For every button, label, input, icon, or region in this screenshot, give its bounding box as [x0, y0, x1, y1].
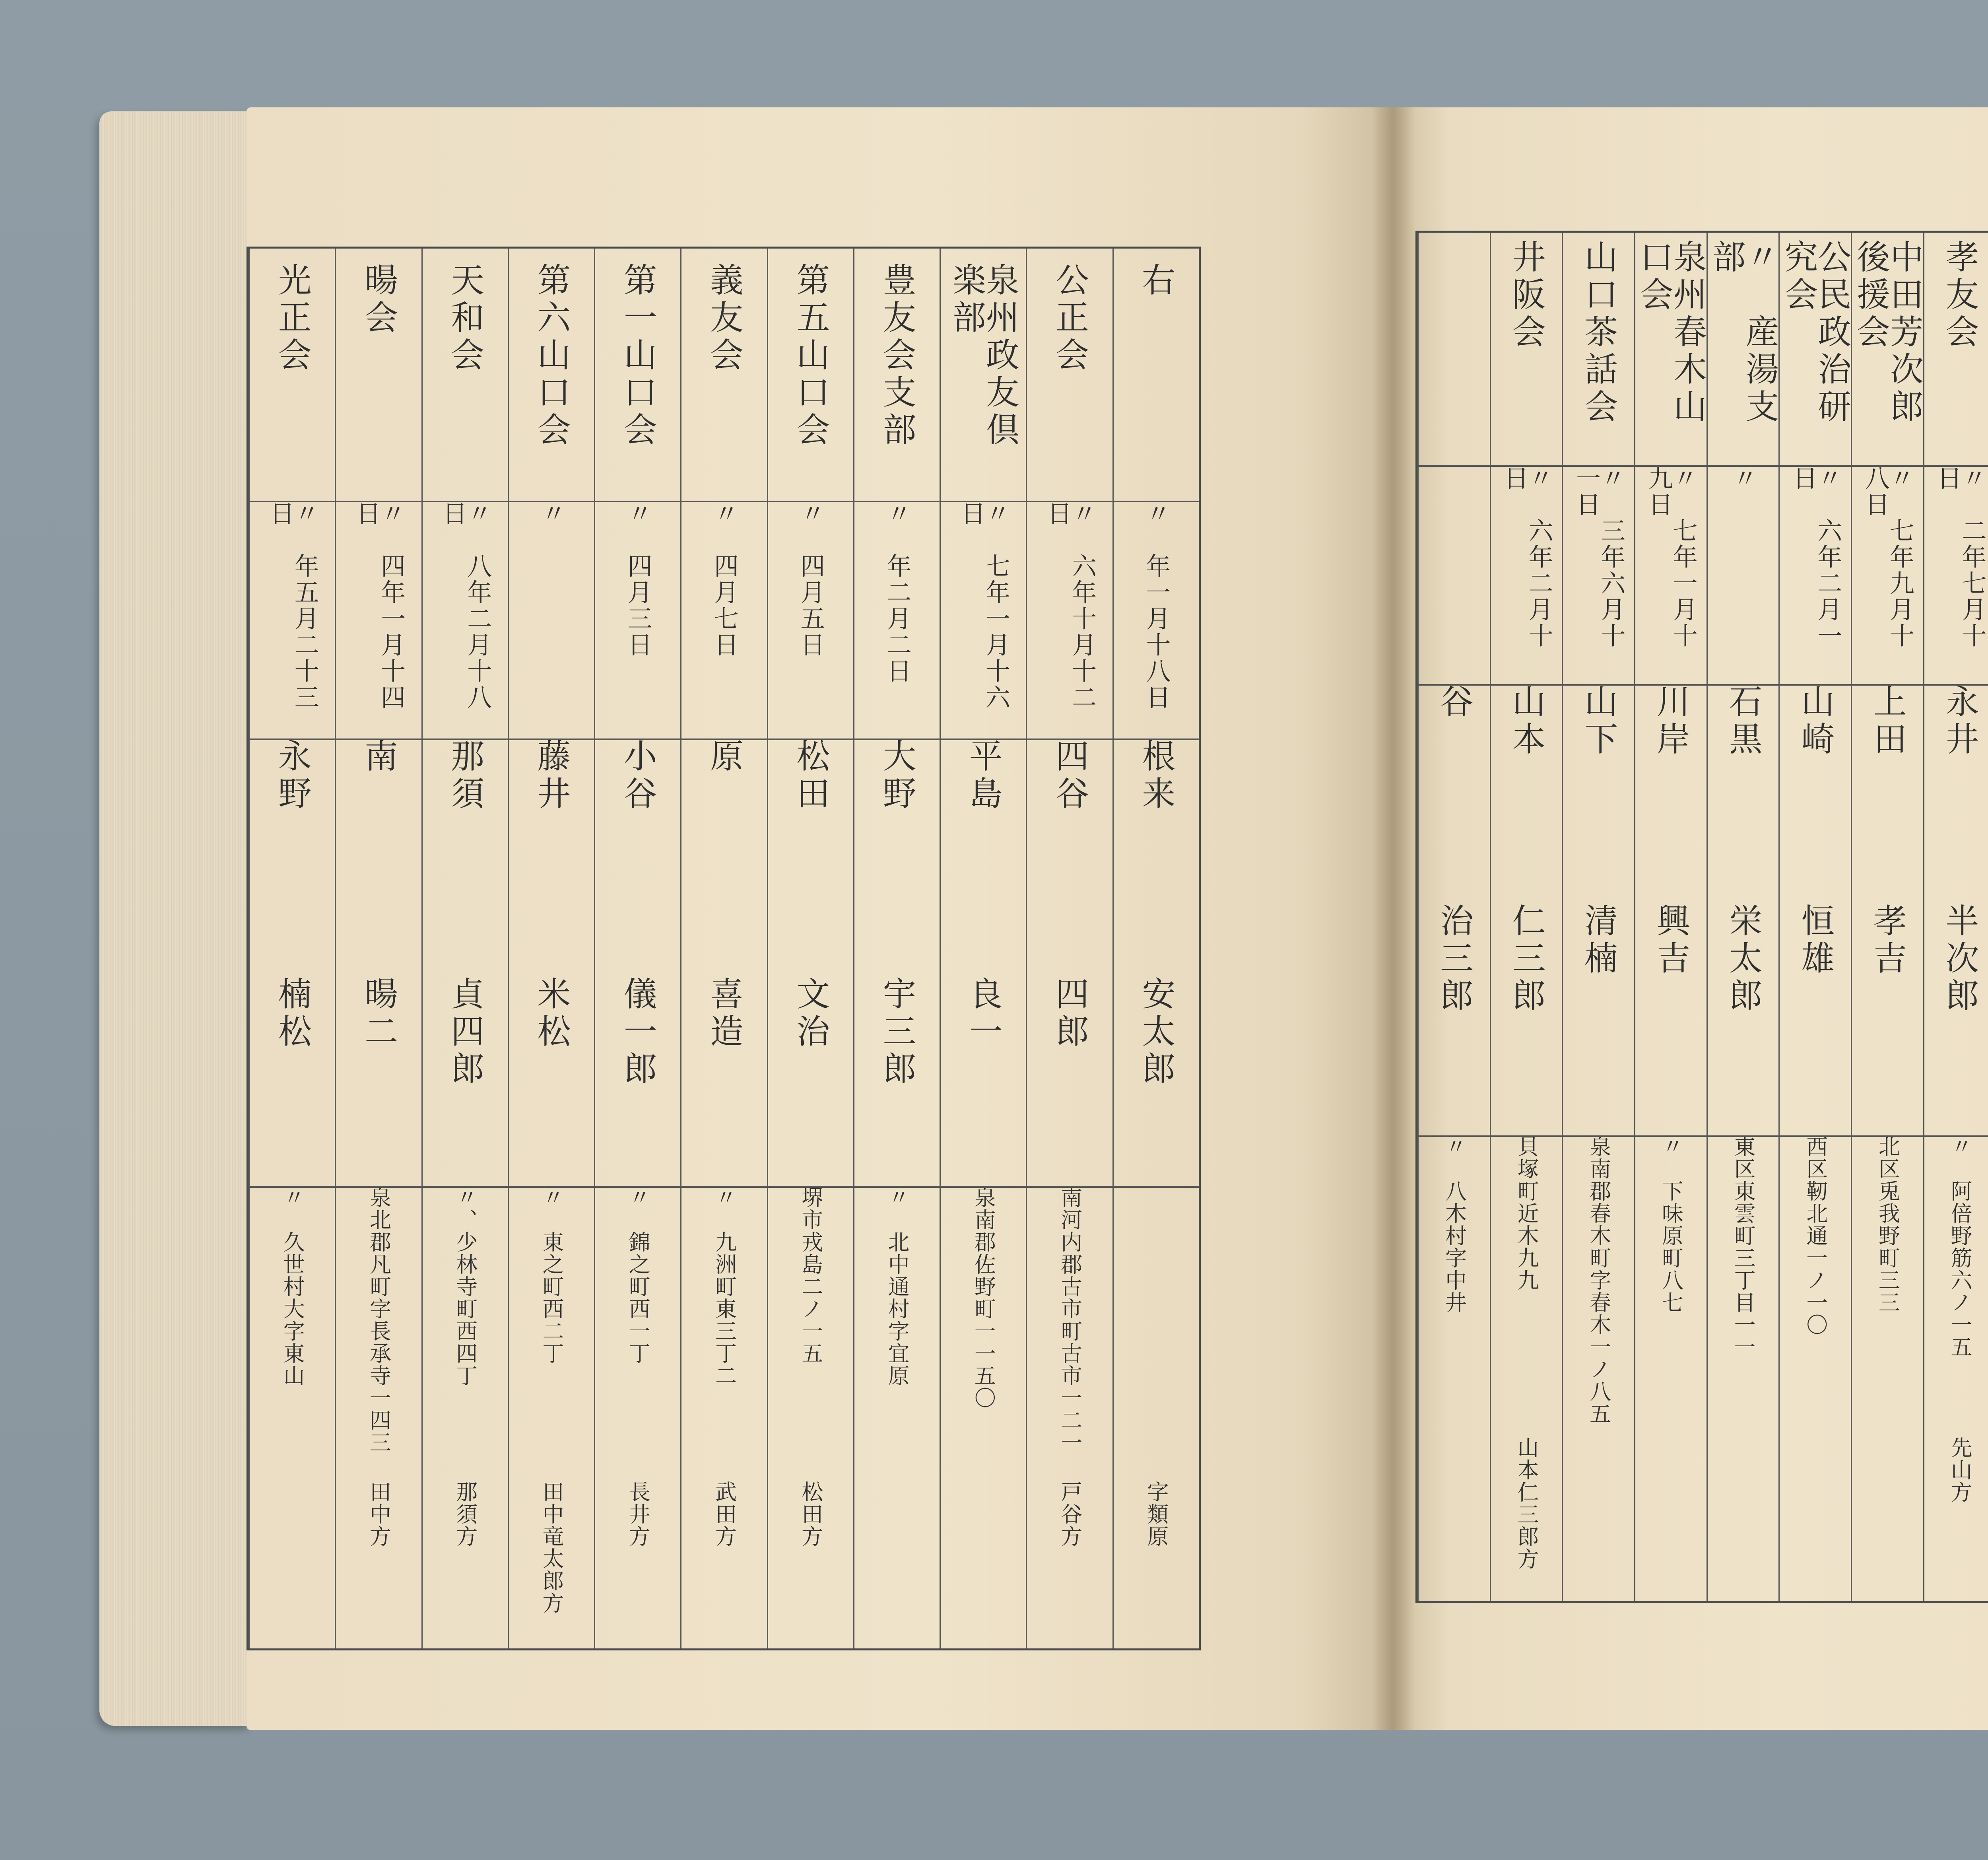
- book-gutter: [1372, 107, 1415, 1730]
- rep-surname: 根来: [1136, 739, 1176, 813]
- founded-date: 〃 四年一月十四日: [352, 500, 406, 711]
- address: 泉南郡佐野町一一五〇: [971, 1186, 996, 1409]
- founded-date: 〃 七年一月十六日: [957, 500, 1011, 711]
- register-column: [1112, 249, 1199, 1648]
- register-column: [335, 249, 421, 1648]
- register-column: [421, 249, 508, 1648]
- org-name: 公正会: [1050, 262, 1089, 375]
- right-register-table: [1415, 231, 1988, 1603]
- org-name: 泉州春木山口会: [1635, 239, 1707, 427]
- register-column: [594, 249, 680, 1648]
- org-name: 第一山口会: [618, 262, 658, 450]
- founded-date: 〃 七年九月十八日: [1861, 465, 1915, 649]
- register-column: [680, 249, 767, 1648]
- rep-given-name: 貞四郎: [445, 976, 485, 1089]
- rep-surname: 山本: [1507, 684, 1546, 759]
- address: 貝塚町近木九九: [1514, 1135, 1540, 1292]
- register-column: [767, 249, 853, 1648]
- org-name: 第六山口会: [532, 262, 571, 450]
- register-column: [1562, 233, 1634, 1601]
- org-name: 公民政治研究会: [1779, 239, 1852, 427]
- rep-given-name: 宇三郎: [878, 976, 917, 1089]
- register-column: [940, 249, 1026, 1648]
- rep-surname: 山崎: [1796, 684, 1835, 759]
- address: 〃 錦之町西一丁: [625, 1186, 651, 1365]
- founded-date: 〃 年二月二日: [883, 500, 912, 684]
- founded-date: 〃 年一月十八日: [1142, 500, 1171, 711]
- address-note: 字類原: [1143, 1480, 1169, 1547]
- rep-surname: 大野: [878, 739, 917, 813]
- org-name: 暘会: [359, 262, 398, 338]
- row-divider: [1417, 684, 1988, 686]
- rep-surname: 原: [705, 739, 744, 776]
- rep-given-name: 半次郎: [1940, 903, 1980, 1015]
- rep-given-name: 暘二: [359, 976, 398, 1051]
- address: 〃 下味原町八七: [1658, 1135, 1684, 1314]
- org-name: 中田芳次郎後援会: [1851, 239, 1924, 427]
- register-column: [248, 249, 335, 1648]
- rep-given-name: 治三郎: [1435, 903, 1474, 1015]
- org-name: 光正会: [273, 262, 312, 375]
- register-column: [1417, 233, 1490, 1601]
- register-column: [1778, 233, 1851, 1601]
- address-note: 戸谷方: [1057, 1480, 1083, 1547]
- rep-given-name: 安太郎: [1136, 976, 1176, 1089]
- register-column: [1923, 233, 1988, 1601]
- row-divider: [1417, 465, 1988, 467]
- founded-date: 〃 六年十月十二日: [1043, 500, 1097, 711]
- rep-given-name: 楠松: [273, 976, 312, 1051]
- rep-given-name: 良一: [964, 976, 1003, 1051]
- address: 〃 東之町西二丁: [539, 1186, 564, 1365]
- row-divider: [1417, 1135, 1988, 1137]
- rep-surname: 南: [359, 739, 398, 776]
- address: 〃 八木村字中井: [1442, 1135, 1467, 1314]
- org-name: 〃 産湯支部: [1707, 239, 1780, 427]
- founded-date: 〃 四月七日: [710, 500, 739, 658]
- org-name: 泉州政友倶楽部: [947, 262, 1020, 450]
- founded-date: 〃 八年二月十八日: [438, 500, 492, 711]
- rep-given-name: 米松: [532, 976, 571, 1051]
- row-divider: [248, 501, 1199, 502]
- address: 〃 九洲町東三丁二: [712, 1186, 737, 1387]
- rep-given-name: 仁三郎: [1507, 903, 1546, 1015]
- address: 堺市戎島二ノ一五: [798, 1186, 823, 1365]
- org-name: 山口茶話会: [1579, 239, 1618, 427]
- address: 〃 北中通村字宜原: [885, 1186, 910, 1387]
- founded-date: 〃 四月五日: [796, 500, 825, 658]
- register-column: [1490, 233, 1562, 1601]
- address-note: 那須方: [452, 1480, 478, 1547]
- register-column: [1634, 233, 1706, 1601]
- rep-surname: 永井: [1940, 684, 1980, 759]
- founded-date: 〃 四月三日: [623, 500, 653, 658]
- founded-date: 〃 六年二月十日: [1500, 465, 1554, 649]
- rep-surname: 平島: [964, 739, 1003, 813]
- founded-date: 〃 六年二月一日: [1788, 465, 1842, 649]
- founded-date: 〃 年五月二十三日: [266, 500, 320, 711]
- founded-date: 〃 七年一月十九日: [1644, 465, 1698, 649]
- address: 西区靭北通一ノ一〇: [1803, 1135, 1828, 1336]
- rep-given-name: 儀一郎: [618, 976, 658, 1089]
- rep-surname: 上田: [1868, 684, 1907, 759]
- rep-surname: 谷: [1435, 684, 1474, 722]
- founded-date: 〃: [1729, 465, 1758, 492]
- org-name: 天和会: [445, 262, 485, 375]
- address-note: 松田方: [798, 1480, 823, 1547]
- founded-date: 〃 三年六月十一日: [1572, 465, 1626, 649]
- org-name: 第五山口会: [791, 262, 830, 450]
- rep-given-name: 文治: [791, 976, 830, 1051]
- row-divider: [248, 1186, 1199, 1188]
- address-note: 山本仁三郎方: [1514, 1436, 1540, 1570]
- address: 〃、少林寺町西四丁: [452, 1186, 478, 1387]
- register-column: [1706, 233, 1779, 1601]
- left-register-table: [247, 247, 1201, 1650]
- rep-surname: 藤井: [532, 739, 571, 813]
- org-name: 井阪会: [1507, 239, 1546, 352]
- rep-surname: 川岸: [1651, 684, 1691, 759]
- address: 〃 久世村大字東山: [280, 1186, 305, 1387]
- address-note: 田中方: [366, 1480, 392, 1547]
- rep-given-name: 興吉: [1651, 903, 1691, 978]
- org-name: 豊友会支部: [878, 262, 917, 450]
- address-note: 長井方: [625, 1480, 651, 1547]
- rep-surname: 石黒: [1724, 684, 1763, 759]
- address: 〃 阿倍野筋六ノ一五: [1947, 1135, 1973, 1359]
- rep-given-name: 栄太郎: [1724, 903, 1763, 1015]
- address: 泉南郡春木町字春木一ノ八五: [1586, 1135, 1611, 1425]
- address-note: 田中竜太郎方: [539, 1480, 564, 1614]
- address-note: 先山方: [1947, 1436, 1973, 1504]
- rep-surname: 永野: [273, 739, 312, 813]
- org-name: 義友会: [705, 262, 744, 375]
- rep-given-name: 喜造: [705, 976, 744, 1051]
- rep-given-name: 四郎: [1050, 976, 1089, 1051]
- org-name: 孝友会: [1940, 239, 1980, 352]
- founded-date: 〃: [537, 500, 566, 527]
- rep-given-name: 孝吉: [1868, 903, 1907, 978]
- register-column: [1026, 249, 1112, 1648]
- address: 東区東雲町三丁目一一: [1731, 1135, 1756, 1359]
- rep-surname: 那須: [445, 739, 485, 813]
- row-divider: [248, 739, 1199, 740]
- register-column: [1851, 233, 1923, 1601]
- address-note: 武田方: [712, 1480, 737, 1547]
- rep-given-name: 清楠: [1579, 903, 1618, 978]
- register-column: [508, 249, 594, 1648]
- founded-date: 〃 二年七月十日: [1933, 465, 1987, 649]
- address: 北区兎我野町三三: [1875, 1135, 1901, 1314]
- rep-surname: 山下: [1579, 684, 1618, 759]
- register-column: [853, 249, 940, 1648]
- org-name: 右: [1136, 262, 1176, 300]
- open-book: [99, 95, 1988, 1774]
- rep-surname: 四谷: [1050, 739, 1089, 813]
- address: 南河内郡古市町古市一二一: [1057, 1186, 1083, 1454]
- address: 泉北郡凡町字長承寺一四三: [366, 1186, 392, 1454]
- rep-surname: 松田: [791, 739, 830, 813]
- rep-surname: 小谷: [618, 739, 658, 813]
- left-page-edges: [99, 111, 250, 1726]
- rep-given-name: 恒雄: [1796, 903, 1835, 978]
